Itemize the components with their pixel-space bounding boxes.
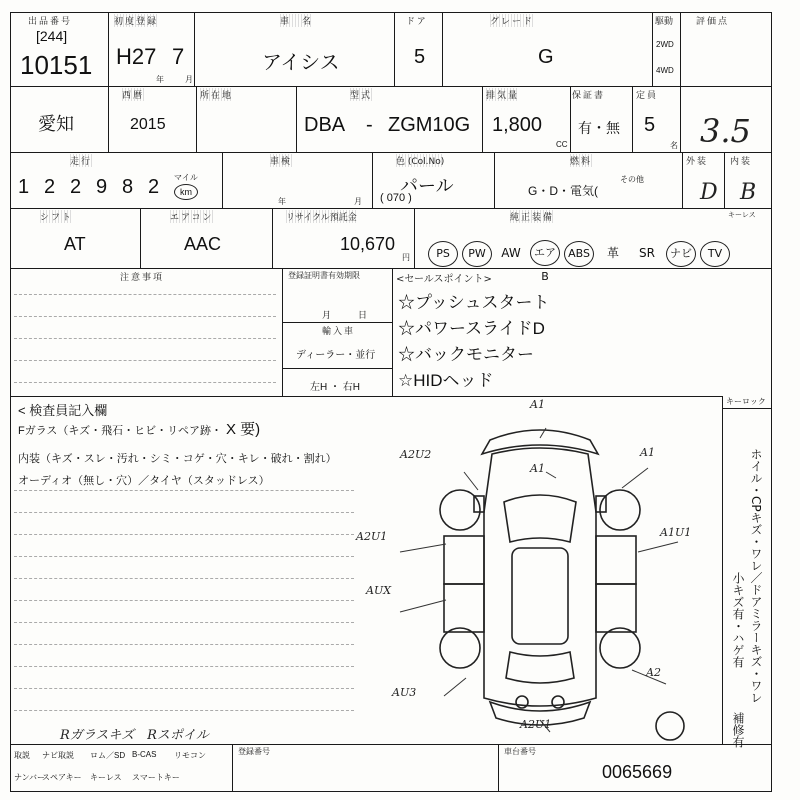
inspector-line <box>14 534 354 535</box>
reg-validity-date: 月 日 <box>322 310 368 320</box>
inspector-line <box>14 622 354 623</box>
drive-4wd: 4WD <box>656 66 674 75</box>
reg-no-header: 登録番号 <box>238 747 270 756</box>
car-body <box>484 448 596 706</box>
interior-header: 内装 <box>730 157 753 167</box>
equipment-header: 純正装備 <box>510 210 554 223</box>
door-rear-left <box>444 584 484 632</box>
model-header: 型式 <box>350 88 372 101</box>
chassis-header: 車台番号 <box>504 747 536 756</box>
mileage-digit: 2 <box>148 176 160 198</box>
damage-code: A1 <box>640 446 655 459</box>
bottom-item: キーレス <box>90 773 122 782</box>
side-note-1: ホイル・CPキズ・ワレ／ドアミラーキズ・ワレ <box>749 448 763 704</box>
score-header: 評価点 <box>696 17 730 27</box>
mileage-digit: 1 <box>18 176 30 198</box>
damage-code: A1U1 <box>660 526 692 539</box>
equipment-label: 革 <box>606 246 619 260</box>
side-note-2: 小キズ有・ハゲ有 <box>731 572 745 668</box>
bottom-item: ナンバー <box>14 773 46 782</box>
inspector-mark: X 要) <box>226 421 261 438</box>
doors-header: ドア <box>406 17 428 27</box>
inspector-line <box>14 710 354 711</box>
key-lock-header: キーロック <box>726 397 766 406</box>
color-code: ( 070 ) <box>380 192 412 204</box>
sales-point: ☆プッシュスタート <box>398 293 550 312</box>
color-header: 色 (Col.No) <box>396 154 444 167</box>
recycle-value: 10,670 <box>340 234 396 254</box>
damage-code: A2U1 <box>520 718 552 731</box>
equipment-item <box>494 240 528 266</box>
chassis-number: 0065669 <box>602 762 673 782</box>
rear-window <box>506 652 574 683</box>
displacement-value: 1,800 <box>492 114 543 136</box>
damage-code: A1 <box>530 398 545 411</box>
aircon-header: エアコン <box>170 210 214 223</box>
fuel-header: 燃料 <box>570 154 592 167</box>
dealer-parallel: ディーラー・並行 <box>296 350 376 361</box>
wheel-rear-right <box>600 628 640 668</box>
equipment-item <box>562 240 596 266</box>
equipment-item <box>596 240 630 266</box>
bottom-item: リモコン <box>174 751 206 760</box>
inspector-line-3: オーディオ（無し・穴）／タイヤ（スタッドレス） <box>18 475 270 487</box>
inspector-line <box>14 578 354 579</box>
sales-point: ☆パワースライドD <box>398 319 545 338</box>
front-bumper <box>482 430 598 454</box>
damage-code: AU3 <box>392 686 417 699</box>
windshield <box>504 495 576 542</box>
lot-number: 10151 <box>20 50 93 80</box>
location-value: 愛知 <box>38 114 74 134</box>
roof <box>512 548 568 644</box>
bottom-item: B-CAS <box>132 750 157 759</box>
location-header: 所在地 <box>200 88 233 101</box>
inspector-line <box>14 644 354 645</box>
bottom-item: 取説 <box>14 751 30 760</box>
capacity-header: 定員 <box>636 91 659 101</box>
inspector-header: < 検査員記入欄 <box>18 403 108 418</box>
equipment-label: TV <box>700 241 730 267</box>
year-header: 西暦 <box>122 88 144 101</box>
damage-code: AUX <box>366 584 392 597</box>
equipment-item <box>460 240 494 266</box>
exterior-header: 外装 <box>686 157 709 167</box>
side-note-3: 補修有 <box>731 712 745 748</box>
handwritten-note: Rガラスキズ Rスポイル <box>60 728 209 743</box>
equipment-label: PW <box>462 241 492 267</box>
bottom-item: スマートキー <box>132 773 180 782</box>
wheel-rear-left <box>440 628 480 668</box>
year-value: 2015 <box>130 116 166 133</box>
inspector-line <box>14 512 354 513</box>
sales-points-header: <セールスポイント> <box>396 274 492 285</box>
mileage-digit: 9 <box>96 176 108 198</box>
equipment-item <box>528 240 562 283</box>
warranty-header: 保証書 <box>572 91 606 101</box>
keyless-header: キーレス <box>728 211 756 219</box>
equipment-label: ABS <box>564 241 594 267</box>
model-code: ZGM10G <box>388 114 471 136</box>
mileage-digit: 2 <box>70 176 82 198</box>
aircon-value: AAC <box>184 234 222 254</box>
mileage-header: 走行 <box>70 154 92 167</box>
sales-point: ☆HIDヘッド <box>398 371 494 390</box>
damage-code: A2 <box>646 666 661 679</box>
door-front-right <box>596 536 636 584</box>
mileage-digit: 8 <box>122 176 134 198</box>
damage-code: A2U2 <box>400 448 432 461</box>
spare-wheel <box>656 712 684 740</box>
first-reg-era: H27 <box>116 44 157 69</box>
bottom-item: ロム／SD <box>90 751 126 760</box>
equipment-item <box>426 240 460 266</box>
inspector-line <box>14 490 354 491</box>
displacement-header: 排気量 <box>486 88 519 101</box>
notes-header: 注意事項 <box>120 273 165 283</box>
door-rear-right <box>596 584 636 632</box>
exterior-grade: D <box>700 180 718 205</box>
handle-side: 左H ・ 右H <box>310 382 360 393</box>
mileage-unit-km: km <box>174 184 198 200</box>
inspector-line <box>14 688 354 689</box>
shift-value: AT <box>64 234 86 254</box>
inspector-line-2: 内装（キズ・スレ・汚れ・シミ・コゲ・穴・キレ・破れ・割れ） <box>18 453 337 465</box>
inspector-line <box>14 556 354 557</box>
equipment-item <box>698 240 732 266</box>
equipment-label: エアB <box>530 240 560 266</box>
inspector-line-1: Fガラス（キズ・飛石・ヒビ・リペア跡・ <box>18 425 222 437</box>
equipment-label: PS <box>428 241 458 267</box>
door-front-left <box>444 536 484 584</box>
interior-grade: B <box>740 180 757 205</box>
car-name: アイシス <box>262 52 340 74</box>
car-name-header: 車 名 <box>280 14 313 27</box>
inspector-line <box>14 600 354 601</box>
auction-sheet: 出品番号 [244] 10151 初度登録 H27 7 年 月 車 名 アイシス ドア 5 グレード G 駆動 2WD 4WD 評価点 3.5 西暦 所在地 型式 排気量 保証書 定員 愛知 2015 DBA - ZGM10G 1,800 CC 有・無 5 名 走行 車検 色 (Col.No) 燃料 外装 内装 マイル km 年 月 パール ( 070 ) G・D・電気( その他 D B シフト エアコン リサイクル預託金 純正装備 キーレス AT AAC 10,670 円 注意事項 登録証明書有効期限 月 日 輸入車 ディーラー・並行 左H ・ 右H <セールスポイント> < 検査員記入欄 Fガラス（キズ・飛石・ヒビ・リペア跡・ X 要) 内装（キズ・スレ・汚れ・シミ・コゲ・穴・キレ・破れ・割れ） オーディオ（無し・穴）／タイヤ（スタッドレス） Rガラスキズ Rスポイル キーロック ホイル・CPキズ・ワレ／ドアミラーキズ・ワレ 小キズ有・ハゲ有 補修有 登録番号 車台番号 0065669 1 2 2 9 8 2 PS PW AW エアB ABS 革 SR ナビ TV ☆プッシュスタート ☆パワースライドD ☆バックモニター ☆HIDヘッド A1 A1 A1 A2U2 A2U1 A1U1 AUX AU3 A2 A2U1 取説 ナビ取説 ロム／SD B-CAS リモコン ナンバー スペアキー キーレス スマートキー <box>10 12 772 792</box>
drive-2wd: 2WD <box>656 40 674 49</box>
doors-value: 5 <box>414 46 426 68</box>
import-header: 輸入車 <box>322 327 356 337</box>
first-reg-month: 7 <box>172 44 185 69</box>
equipment-item <box>630 240 664 266</box>
lot-bracket: [244] <box>36 28 68 44</box>
color-name: パール <box>400 176 454 196</box>
capacity-value: 5 <box>644 114 656 136</box>
inspection-header: 車検 <box>270 154 292 167</box>
warranty-value: 有・無 <box>578 120 620 136</box>
first-reg-header: 初度登録 <box>114 14 158 27</box>
model-prefix: DBA <box>304 114 346 136</box>
grade-header: グレード <box>490 14 534 27</box>
sales-point: ☆バックモニター <box>398 345 534 364</box>
equipment-item <box>664 240 698 266</box>
grade-value: G <box>538 46 554 68</box>
damage-code: A2U1 <box>356 530 388 543</box>
bottom-item: スペアキー <box>42 773 82 782</box>
equipment-label: SR <box>639 246 655 260</box>
inspector-line <box>14 666 354 667</box>
damage-code: A1 <box>530 462 545 475</box>
equipment-label: AW <box>501 246 521 260</box>
lot-no-header: 出品番号 <box>28 17 73 27</box>
drive-header: 駆動 <box>655 17 674 27</box>
reg-validity-header: 登録証明書有効期限 <box>288 271 360 280</box>
equipment-label: ナビ <box>666 241 696 267</box>
shift-header: シフト <box>40 210 73 223</box>
mileage-digit: 2 <box>44 176 56 198</box>
fuel-value: G・D・電気( <box>528 184 598 198</box>
bottom-item: ナビ取説 <box>42 751 74 760</box>
recycle-header: リサイクル預託金 <box>286 210 357 223</box>
score-value: 3.5 <box>700 112 751 150</box>
